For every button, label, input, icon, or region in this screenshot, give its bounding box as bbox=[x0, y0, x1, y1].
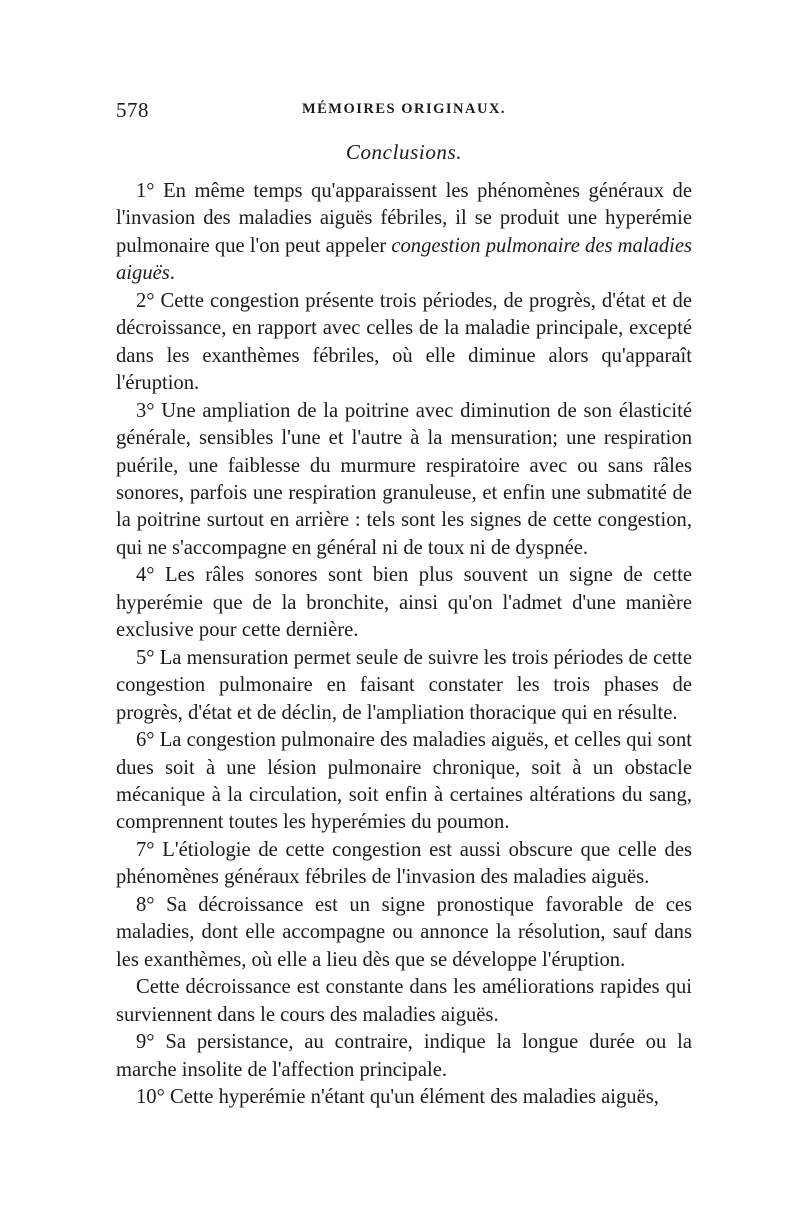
paragraph-text: 1° En même temps qu'apparaissent les phénomènes généraux de l'invasion des maladies aiguës fébriles, il se produit une hyperémie pulmonaire que l'on peut appeler bbox=[116, 180, 692, 257]
emphasized-term: congestion pulmonaire des maladies aiguës bbox=[116, 234, 693, 285]
conclusion-paragraph-7: 7° L'étiologie de cette congestion est aussi obscure que celle des phénomènes généraux fébriles de l'invasion des maladies aiguës. bbox=[116, 838, 692, 889]
running-header bbox=[116, 98, 692, 124]
conclusion-paragraph-3: 3° Une ampliation de la poitrine avec diminution de son élasticité générale, sensibles l'une et l'autre à la mensuration; une respiration puérile, une faiblesse du murmure respiratoire avec ou sans râles sonores, parfois une respiration granuleuse, et enfin une submatité de la poitrine surtout en arrière : tels sont les signes de cette congestion, qui ne s'accompagne en général ni de toux ni de dyspnée. bbox=[116, 399, 692, 559]
body-text bbox=[116, 178, 692, 1111]
conclusion-paragraph-8: 8° Sa décroissance est un signe pronostique favorable de ces maladies, dont elle accompagne ou annonce la résolution, sauf dans les exanthèmes, où elle a lieu dès que se développe l'éruption. bbox=[116, 893, 692, 971]
conclusion-paragraph-1 bbox=[116, 178, 692, 288]
conclusion-paragraph-5: 5° La mensuration permet seule de suivre les trois périodes de cette congestion pulmonaire en faisant constater les trois phases de progrès, d'état et de déclin, de l'ampliation thoracique qui en résulte. bbox=[116, 646, 692, 724]
conclusion-paragraph-10: 10° Cette hyperémie n'étant qu'un élément des maladies aiguës, bbox=[136, 1085, 659, 1108]
running-title: MÉMOIRES ORIGINAUX. bbox=[301, 101, 507, 117]
conclusion-paragraph-8-continued: Cette décroissance est constante dans les améliorations rapides qui surviennent dans le cours des maladies aiguës. bbox=[116, 976, 692, 1026]
conclusion-paragraph-9: 9° Sa persistance, au contraire, indique la longue durée ou la marche insolite de l'affection principale. bbox=[116, 1031, 692, 1081]
section-heading: Conclusions. bbox=[345, 140, 463, 164]
paragraph-tail: . bbox=[169, 262, 175, 285]
conclusion-paragraph-4: 4° Les râles sonores sont bien plus souvent un signe de cette hyperémie que de la bronchite, ainsi qu'on l'admet d'une manière exclusive pour cette dernière. bbox=[116, 564, 692, 642]
conclusion-paragraph-2: 2° Cette congestion présente trois périodes, de progrès, d'état et de décroissance, en rapport avec celles de la maladie principale, excepté dans les exanthèmes fébriles, où elle diminue alors qu'apparaît l'éruption. bbox=[116, 289, 692, 395]
page-number: 578 bbox=[116, 98, 149, 122]
conclusion-paragraph-6: 6° La congestion pulmonaire des maladies aiguës, et celles qui sont dues soit à une lésion pulmonaire chronique, soit à un obstacle mécanique à la circulation, soit enfin à certaines altérations du sang, comprennent toutes les hyperémies du poumon. bbox=[116, 729, 692, 834]
